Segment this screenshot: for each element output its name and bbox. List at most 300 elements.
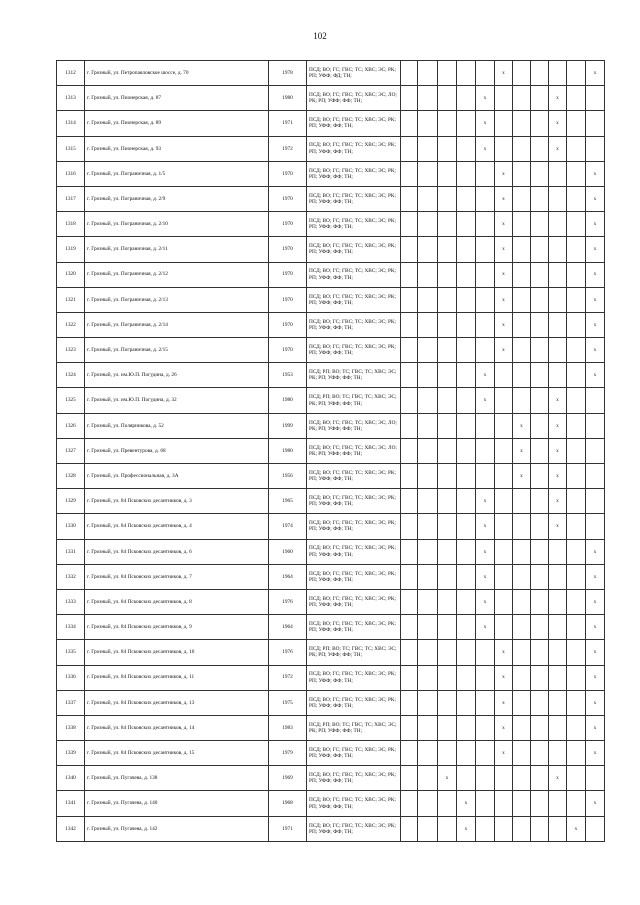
mark-cell bbox=[438, 262, 457, 287]
mark-cell: x bbox=[495, 312, 513, 337]
mark-cell bbox=[531, 741, 549, 766]
mark-cell bbox=[476, 715, 495, 740]
services-cell: ПСД; РП; ВО; ТС; ГВС; ТС; ХВС; ЭС; РК; РП; УФФ; ФФ; ТН; bbox=[307, 363, 401, 388]
mark-cell bbox=[457, 741, 476, 766]
mark-cell bbox=[495, 413, 513, 438]
mark-cell bbox=[513, 766, 531, 791]
mark-cell bbox=[531, 212, 549, 237]
mark-cell bbox=[495, 363, 513, 388]
address-cell: г. Грозный, ул. им.Ю.П. Погудина, д. 32 bbox=[85, 388, 269, 413]
mark-cell bbox=[549, 539, 567, 564]
mark-cell bbox=[549, 161, 567, 186]
mark-cell bbox=[476, 186, 495, 211]
address-cell: г. Грозный, ул. Пограничная, д. 2/11 bbox=[85, 237, 269, 262]
mark-cell: x bbox=[495, 741, 513, 766]
mark-cell bbox=[531, 564, 549, 589]
mark-cell bbox=[476, 741, 495, 766]
mark-cell bbox=[495, 766, 513, 791]
mark-cell bbox=[531, 413, 549, 438]
mark-cell bbox=[495, 464, 513, 489]
mark-cell bbox=[531, 615, 549, 640]
mark-cell bbox=[438, 514, 457, 539]
table-row bbox=[57, 464, 605, 489]
table-row bbox=[57, 791, 605, 816]
table-row bbox=[57, 86, 605, 111]
year-built-cell: 1971 bbox=[269, 816, 307, 841]
mark-cell bbox=[531, 589, 549, 614]
mark-cell bbox=[438, 338, 457, 363]
mark-cell: x bbox=[586, 741, 605, 766]
mark-cell bbox=[401, 741, 418, 766]
mark-cell bbox=[586, 413, 605, 438]
mark-cell bbox=[531, 464, 549, 489]
mark-cell bbox=[495, 589, 513, 614]
mark-cell bbox=[476, 640, 495, 665]
mark-cell bbox=[567, 287, 586, 312]
mark-cell bbox=[513, 690, 531, 715]
mark-cell bbox=[401, 388, 418, 413]
mark-cell: x bbox=[586, 237, 605, 262]
mark-cell: x bbox=[476, 86, 495, 111]
mark-cell bbox=[457, 161, 476, 186]
mark-cell bbox=[531, 161, 549, 186]
mark-cell bbox=[531, 287, 549, 312]
mark-cell bbox=[531, 388, 549, 413]
row-number-cell: 1318 bbox=[57, 212, 85, 237]
mark-cell bbox=[438, 615, 457, 640]
mark-cell bbox=[418, 438, 438, 463]
mark-cell: x bbox=[549, 136, 567, 161]
services-cell: ПСД; ВО; ГС; ГВС; ТС; ХВС; ЭС; РК; РП; УФФ; ФФ; ТН; bbox=[307, 262, 401, 287]
mark-cell bbox=[457, 136, 476, 161]
mark-cell: x bbox=[476, 539, 495, 564]
row-number-cell: 1324 bbox=[57, 363, 85, 388]
mark-cell bbox=[401, 589, 418, 614]
table-body bbox=[57, 61, 605, 842]
mark-cell bbox=[418, 262, 438, 287]
row-number-cell: 1323 bbox=[57, 338, 85, 363]
mark-cell bbox=[567, 212, 586, 237]
mark-cell bbox=[418, 589, 438, 614]
mark-cell bbox=[513, 564, 531, 589]
mark-cell bbox=[401, 413, 418, 438]
mark-cell: x bbox=[586, 61, 605, 86]
mark-cell bbox=[567, 615, 586, 640]
mark-cell bbox=[476, 287, 495, 312]
mark-cell bbox=[418, 413, 438, 438]
mark-cell bbox=[567, 741, 586, 766]
address-cell: г. Грозный, ул. 84 Псковских десантников, д. 11 bbox=[85, 665, 269, 690]
mark-cell bbox=[418, 816, 438, 841]
mark-cell: x bbox=[495, 287, 513, 312]
mark-cell bbox=[549, 589, 567, 614]
mark-cell bbox=[495, 388, 513, 413]
mark-cell bbox=[567, 161, 586, 186]
mark-cell bbox=[549, 615, 567, 640]
address-cell: г. Грозный, ул. Полярникова, д. 52 bbox=[85, 413, 269, 438]
mark-cell bbox=[418, 564, 438, 589]
mark-cell: x bbox=[495, 690, 513, 715]
year-built-cell: 1968 bbox=[269, 791, 307, 816]
mark-cell bbox=[549, 186, 567, 211]
mark-cell bbox=[567, 464, 586, 489]
mark-cell bbox=[476, 312, 495, 337]
mark-cell: x bbox=[549, 766, 567, 791]
table-row bbox=[57, 589, 605, 614]
mark-cell bbox=[457, 388, 476, 413]
mark-cell: x bbox=[586, 791, 605, 816]
table-row bbox=[57, 111, 605, 136]
mark-cell: x bbox=[513, 464, 531, 489]
year-built-cell: 1999 bbox=[269, 413, 307, 438]
mark-cell bbox=[457, 186, 476, 211]
mark-cell bbox=[549, 640, 567, 665]
mark-cell bbox=[495, 514, 513, 539]
mark-cell bbox=[531, 539, 549, 564]
address-cell: г. Грозный, ул. 84 Псковских десантников, д. 8 bbox=[85, 589, 269, 614]
mark-cell: x bbox=[586, 589, 605, 614]
mark-cell bbox=[418, 363, 438, 388]
mark-cell: x bbox=[476, 388, 495, 413]
year-built-cell: 1970 bbox=[269, 338, 307, 363]
mark-cell bbox=[567, 564, 586, 589]
mark-cell: x bbox=[476, 615, 495, 640]
mark-cell bbox=[567, 589, 586, 614]
services-cell: ПСД; ВО; ГС; ГВС; ТС; ХВС; ЭС; РК; РП; УФФ; ФФ; ТН; bbox=[307, 615, 401, 640]
address-cell: г. Грозный, ул. Пионерская, д. 89 bbox=[85, 111, 269, 136]
mark-cell bbox=[438, 287, 457, 312]
year-built-cell: 1972 bbox=[269, 136, 307, 161]
mark-cell bbox=[457, 338, 476, 363]
mark-cell bbox=[457, 438, 476, 463]
year-built-cell: 1983 bbox=[269, 715, 307, 740]
mark-cell: x bbox=[586, 363, 605, 388]
mark-cell bbox=[567, 413, 586, 438]
mark-cell bbox=[531, 438, 549, 463]
mark-cell: x bbox=[586, 338, 605, 363]
year-built-cell: 1970 bbox=[269, 186, 307, 211]
mark-cell bbox=[513, 489, 531, 514]
table-row bbox=[57, 212, 605, 237]
mark-cell bbox=[549, 262, 567, 287]
mark-cell: x bbox=[549, 464, 567, 489]
mark-cell bbox=[418, 212, 438, 237]
year-built-cell: 1970 bbox=[269, 262, 307, 287]
address-cell: г. Грозный, ул. 84 Псковских десантников, д. 7 bbox=[85, 564, 269, 589]
table-row bbox=[57, 413, 605, 438]
mark-cell bbox=[531, 489, 549, 514]
mark-cell bbox=[549, 312, 567, 337]
mark-cell bbox=[401, 363, 418, 388]
mark-cell: x bbox=[476, 589, 495, 614]
row-number-cell: 1321 bbox=[57, 287, 85, 312]
table-row bbox=[57, 161, 605, 186]
mark-cell bbox=[438, 589, 457, 614]
mark-cell bbox=[418, 690, 438, 715]
row-number-cell: 1342 bbox=[57, 816, 85, 841]
mark-cell: x bbox=[586, 262, 605, 287]
mark-cell bbox=[586, 136, 605, 161]
mark-cell: x bbox=[513, 413, 531, 438]
mark-cell: x bbox=[549, 489, 567, 514]
mark-cell bbox=[401, 212, 418, 237]
mark-cell bbox=[438, 715, 457, 740]
mark-cell bbox=[549, 665, 567, 690]
mark-cell bbox=[457, 715, 476, 740]
mark-cell bbox=[567, 86, 586, 111]
row-number-cell: 1315 bbox=[57, 136, 85, 161]
mark-cell bbox=[457, 489, 476, 514]
mark-cell bbox=[457, 640, 476, 665]
mark-cell bbox=[476, 338, 495, 363]
mark-cell bbox=[457, 61, 476, 86]
mark-cell bbox=[438, 186, 457, 211]
mark-cell bbox=[457, 212, 476, 237]
services-cell: ПСД; ВО; ГС; ГВС; ТС; ХВС; ЭС; РК; РП; УФФ; ФФ; ТН; bbox=[307, 212, 401, 237]
year-built-cell: 1965 bbox=[269, 489, 307, 514]
row-number-cell: 1333 bbox=[57, 589, 85, 614]
row-number-cell: 1331 bbox=[57, 539, 85, 564]
mark-cell bbox=[513, 237, 531, 262]
mark-cell bbox=[567, 791, 586, 816]
mark-cell bbox=[567, 690, 586, 715]
mark-cell bbox=[513, 312, 531, 337]
address-cell: г. Грозный, ул. 84 Псковских десантников, д. 13 bbox=[85, 690, 269, 715]
year-built-cell: 1970 bbox=[269, 287, 307, 312]
mark-cell bbox=[457, 111, 476, 136]
row-number-cell: 1312 bbox=[57, 61, 85, 86]
year-built-cell: 1974 bbox=[269, 514, 307, 539]
mark-cell bbox=[476, 212, 495, 237]
mark-cell: x bbox=[495, 61, 513, 86]
services-cell: ПСД; РП; ВО; ТС; ГВС; ТС; ХВС; ЭС; РК; РП; УФФ; ФФ; ТН; bbox=[307, 640, 401, 665]
mark-cell bbox=[438, 539, 457, 564]
mark-cell: x bbox=[586, 287, 605, 312]
mark-cell bbox=[438, 388, 457, 413]
mark-cell bbox=[476, 690, 495, 715]
mark-cell bbox=[418, 136, 438, 161]
mark-cell: x bbox=[586, 690, 605, 715]
mark-cell bbox=[531, 237, 549, 262]
services-cell: ПСД; ВО; ГС; ГВС; ТС; ХВС; ЭС; РК; РП; УФФ; ФФ; ТН; bbox=[307, 237, 401, 262]
mark-cell bbox=[567, 186, 586, 211]
mark-cell: x bbox=[495, 665, 513, 690]
mark-cell: x bbox=[476, 111, 495, 136]
mark-cell bbox=[549, 61, 567, 86]
mark-cell bbox=[531, 665, 549, 690]
mark-cell bbox=[457, 312, 476, 337]
services-cell: ПСД; ВО; ГС; ГВС; ТС; ХВС; ЭС; РК; РП; УФФ; ФФ; ТН; bbox=[307, 312, 401, 337]
mark-cell bbox=[418, 514, 438, 539]
mark-cell bbox=[549, 791, 567, 816]
mark-cell bbox=[586, 816, 605, 841]
address-cell: г. Грозный, ул. Петропавловское шоссе, д. 70 bbox=[85, 61, 269, 86]
mark-cell bbox=[513, 514, 531, 539]
mark-cell bbox=[401, 665, 418, 690]
mark-cell bbox=[513, 741, 531, 766]
table-row bbox=[57, 741, 605, 766]
year-built-cell: 1980 bbox=[269, 86, 307, 111]
mark-cell: x bbox=[495, 186, 513, 211]
mark-cell bbox=[401, 338, 418, 363]
year-built-cell: 1978 bbox=[269, 61, 307, 86]
mark-cell bbox=[567, 438, 586, 463]
mark-cell bbox=[567, 136, 586, 161]
address-cell: г. Грозный, ул. 84 Псковских десантников, д. 4 bbox=[85, 514, 269, 539]
address-cell: г. Грозный, ул. Пограничная, д. 1/5 bbox=[85, 161, 269, 186]
address-cell: г. Грозный, ул. 84 Псковских десантников, д. 3 bbox=[85, 489, 269, 514]
mark-cell bbox=[476, 413, 495, 438]
mark-cell bbox=[567, 237, 586, 262]
mark-cell bbox=[438, 640, 457, 665]
mark-cell bbox=[531, 186, 549, 211]
mark-cell bbox=[418, 539, 438, 564]
mark-cell bbox=[476, 262, 495, 287]
mark-cell bbox=[401, 539, 418, 564]
address-cell: г. Грозный, ул. Пограничная, д. 2/9 bbox=[85, 186, 269, 211]
services-cell: ПСД; ВО; ГС; ГВС; ТС; ХВС; ЭС; РК; РП; УФФ; ФФ; ТН; bbox=[307, 816, 401, 841]
table-row bbox=[57, 61, 605, 86]
mark-cell: x bbox=[476, 564, 495, 589]
mark-cell bbox=[531, 791, 549, 816]
row-number-cell: 1328 bbox=[57, 464, 85, 489]
mark-cell bbox=[438, 464, 457, 489]
mark-cell bbox=[567, 766, 586, 791]
mark-cell: x bbox=[495, 212, 513, 237]
address-cell: г. Грозный, ул. им.Ю.П. Погудина, д. 26 bbox=[85, 363, 269, 388]
address-cell: г. Грозный, ул. Пограничная, д. 2/13 bbox=[85, 287, 269, 312]
mark-cell bbox=[495, 86, 513, 111]
mark-cell: x bbox=[586, 615, 605, 640]
mark-cell bbox=[418, 161, 438, 186]
mark-cell bbox=[567, 61, 586, 86]
row-number-cell: 1335 bbox=[57, 640, 85, 665]
mark-cell bbox=[531, 61, 549, 86]
mark-cell bbox=[586, 464, 605, 489]
mark-cell: x bbox=[495, 161, 513, 186]
mark-cell bbox=[401, 186, 418, 211]
year-built-cell: 1970 bbox=[269, 212, 307, 237]
services-cell: ПСД; ВО; ГС; ГВС; ТС; ХВС; ЭС; РК; РП; УФФ; ФФ; ТН; bbox=[307, 564, 401, 589]
mark-cell bbox=[513, 363, 531, 388]
table-row bbox=[57, 715, 605, 740]
services-cell: ПСД; ВО; ГС; ГВС; ТС; ХВС; ЭС; ЛО; РК; РП; УФФ; ФФ; ТН; bbox=[307, 438, 401, 463]
mark-cell bbox=[438, 61, 457, 86]
table-row bbox=[57, 665, 605, 690]
mark-cell bbox=[586, 766, 605, 791]
row-number-cell: 1317 bbox=[57, 186, 85, 211]
row-number-cell: 1325 bbox=[57, 388, 85, 413]
mark-cell bbox=[457, 363, 476, 388]
mark-cell bbox=[457, 589, 476, 614]
address-cell: г. Грозный, ул. 84 Псковских десантников, д. 6 bbox=[85, 539, 269, 564]
mark-cell bbox=[476, 791, 495, 816]
mark-cell bbox=[418, 615, 438, 640]
mark-cell: x bbox=[476, 136, 495, 161]
mark-cell bbox=[401, 489, 418, 514]
mark-cell: x bbox=[495, 237, 513, 262]
mark-cell bbox=[401, 690, 418, 715]
address-cell: г. Грозный, ул. Превентурова, д. 68 bbox=[85, 438, 269, 463]
mark-cell bbox=[401, 61, 418, 86]
services-cell: ПСД; ВО; ГС; ГВС; ТС; ХВС; ЭС; ЛО; РК; РП; УФФ; ФФ; ТН; bbox=[307, 86, 401, 111]
services-cell: ПСД; ВО; ГС; ГВС; ТС; ХВС; ЭС; РК; РП; УФФ; ФФ; ТН; bbox=[307, 690, 401, 715]
address-cell: г. Грозный, ул. Пионерская, д. 87 bbox=[85, 86, 269, 111]
table-row bbox=[57, 564, 605, 589]
mark-cell bbox=[438, 816, 457, 841]
row-number-cell: 1329 bbox=[57, 489, 85, 514]
mark-cell bbox=[418, 237, 438, 262]
mark-cell bbox=[513, 161, 531, 186]
mark-cell bbox=[401, 615, 418, 640]
mark-cell bbox=[476, 237, 495, 262]
table-row bbox=[57, 766, 605, 791]
mark-cell bbox=[549, 741, 567, 766]
mark-cell bbox=[567, 539, 586, 564]
mark-cell bbox=[513, 539, 531, 564]
mark-cell bbox=[438, 564, 457, 589]
address-cell: г. Грозный, ул. Пугачева, д. 142 bbox=[85, 816, 269, 841]
mark-cell bbox=[457, 514, 476, 539]
table-row bbox=[57, 438, 605, 463]
row-number-cell: 1322 bbox=[57, 312, 85, 337]
mark-cell bbox=[418, 61, 438, 86]
mark-cell bbox=[476, 438, 495, 463]
mark-cell: x bbox=[457, 791, 476, 816]
mark-cell bbox=[457, 766, 476, 791]
mark-cell bbox=[549, 287, 567, 312]
mark-cell bbox=[586, 86, 605, 111]
mark-cell bbox=[567, 388, 586, 413]
row-number-cell: 1339 bbox=[57, 741, 85, 766]
mark-cell bbox=[418, 464, 438, 489]
services-cell: ПСД; ВО; ГС; ГВС; ТС; ХВС; ЭС; РК; РП; УФФ; ФФ; ТН; bbox=[307, 186, 401, 211]
mark-cell bbox=[586, 388, 605, 413]
address-cell: г. Грозный, ул. 84 Псковских десантников, д. 10 bbox=[85, 640, 269, 665]
table-row bbox=[57, 640, 605, 665]
mark-cell: x bbox=[567, 816, 586, 841]
services-cell: ПСД; ВО; ГС; ГВС; ТС; ХВС; ЭС; РК; РП; УФФ; ФФ; ТН; bbox=[307, 489, 401, 514]
row-number-cell: 1334 bbox=[57, 615, 85, 640]
mark-cell: x bbox=[495, 262, 513, 287]
address-cell: г. Грозный, ул. Пограничная, д. 2/10 bbox=[85, 212, 269, 237]
mark-cell bbox=[531, 816, 549, 841]
mark-cell: x bbox=[513, 438, 531, 463]
mark-cell bbox=[549, 564, 567, 589]
mark-cell bbox=[457, 539, 476, 564]
mark-cell bbox=[418, 388, 438, 413]
mark-cell bbox=[438, 136, 457, 161]
mark-cell bbox=[567, 111, 586, 136]
mark-cell bbox=[401, 464, 418, 489]
mark-cell bbox=[457, 287, 476, 312]
services-cell: ПСД; ВО; ГС; ГВС; ТС; ХВС; ЭС; РК; РП; УФФ; ФФ; ТН; bbox=[307, 161, 401, 186]
mark-cell bbox=[513, 665, 531, 690]
mark-cell bbox=[438, 438, 457, 463]
mark-cell bbox=[457, 564, 476, 589]
row-number-cell: 1340 bbox=[57, 766, 85, 791]
mark-cell: x bbox=[586, 640, 605, 665]
row-number-cell: 1332 bbox=[57, 564, 85, 589]
table-row bbox=[57, 816, 605, 841]
mark-cell bbox=[418, 338, 438, 363]
mark-cell bbox=[457, 665, 476, 690]
table-row bbox=[57, 539, 605, 564]
year-built-cell: 1953 bbox=[269, 363, 307, 388]
table-row bbox=[57, 136, 605, 161]
row-number-cell: 1314 bbox=[57, 111, 85, 136]
mark-cell bbox=[513, 589, 531, 614]
